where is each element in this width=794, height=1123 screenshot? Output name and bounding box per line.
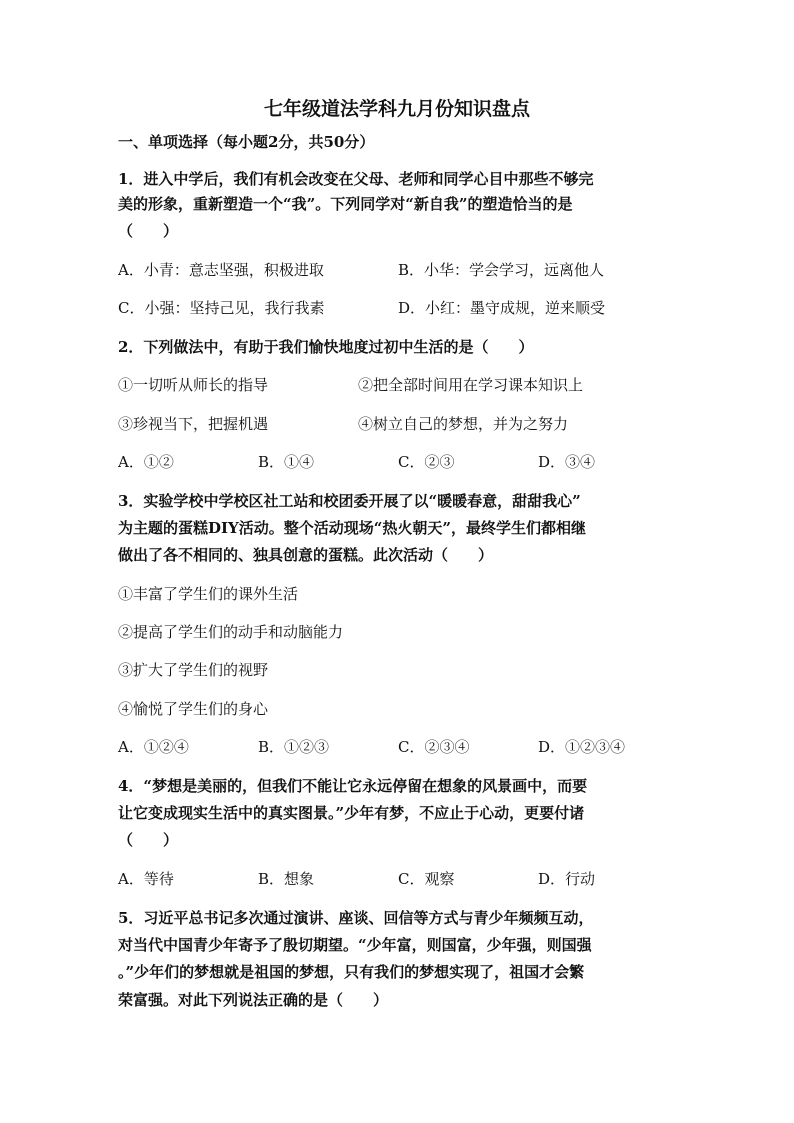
- q2-option-c: C．②③: [398, 453, 455, 471]
- q3-option-a: A．①②④: [118, 738, 189, 756]
- q2-option-b: B．①④: [258, 453, 315, 471]
- q3-item-1: ①丰富了学生们的课外生活: [118, 585, 299, 603]
- q5-stem-line2: 对当代中国青少年寄予了殷切期望。“少年富，则国富，少年强，则国强: [118, 936, 592, 954]
- q3-item-4: ④愉悦了学生们的身心: [118, 700, 269, 718]
- q4-option-a: A．等待: [118, 870, 174, 888]
- q4-stem-line3: （ ）: [118, 831, 179, 849]
- q2-item-1: ①一切听从师长的指导: [118, 376, 269, 394]
- q1-stem-line2: 美的形象，重新塑造一个“我”。下列同学对“新自我”的塑造恰当的是: [118, 195, 573, 213]
- q1-option-c: C．小强：坚持己见，我行我素: [118, 299, 325, 317]
- q3-item-3: ③扩大了学生们的视野: [118, 661, 269, 679]
- q3-option-b: B．①②③: [258, 738, 330, 756]
- q3-option-d: D．①②③④: [538, 738, 626, 756]
- q2-item-3: ③珍视当下，把握机遇: [118, 415, 269, 433]
- q2-item-4: ④树立自己的梦想，并为之努力: [358, 415, 569, 433]
- q1-stem-line1: 1．进入中学后，我们有机会改变在父母、老师和同学心目中那些不够完: [118, 170, 594, 188]
- q4-option-d: D．行动: [538, 870, 596, 888]
- q3-item-2: ②提高了学生们的动手和动脑能力: [118, 623, 344, 641]
- q5-stem-line3: 。”少年们的梦想就是祖国的梦想，只有我们的梦想实现了，祖国才会繁: [118, 963, 585, 981]
- q1-option-a: A．小青：意志坚强，积极进取: [118, 261, 324, 279]
- q4-stem-line2: 让它变成现实生活中的真实图景。”少年有梦，不应止于心动，更要付诸: [118, 804, 585, 822]
- q3-stem-line3: 做出了各不相同的、独具创意的蛋糕。此次活动（ ）: [118, 546, 494, 564]
- page-title: 七年级道法学科九月份知识盘点: [263, 98, 530, 120]
- q4-option-b: B．想象: [258, 870, 315, 888]
- q2-option-a: A．①②: [118, 453, 174, 471]
- q3-stem-line1: 3．实验学校中学校区社工站和校团委开展了以“暖暖春意，甜甜我心”: [118, 492, 581, 510]
- q4-stem-line1: 4．“梦想是美丽的，但我们不能让它永远停留在想象的风景画中，而要: [118, 777, 588, 795]
- q3-stem-line2: 为主题的蛋糕DIY活动。整个活动现场“热火朝天”，最终学生们都相继: [118, 519, 586, 537]
- q1-option-b: B．小华：学会学习，远离他人: [398, 261, 605, 279]
- q1-stem-line3: （ ）: [118, 222, 179, 240]
- q2-option-d: D．③④: [538, 453, 596, 471]
- q4-option-c: C．观察: [398, 870, 455, 888]
- section-heading: 一、单项选择（每小题2分，共50分）: [118, 133, 375, 151]
- q3-option-c: C．②③④: [398, 738, 470, 756]
- q2-item-2: ②把全部时间用在学习课本知识上: [358, 376, 584, 394]
- q1-option-d: D．小红：墨守成规，逆来顺受: [398, 299, 606, 317]
- q2-stem: 2．下列做法中，有助于我们愉快地度过初中生活的是（ ）: [118, 338, 534, 356]
- q5-stem-line1: 5．习近平总书记多次通过演讲、座谈、回信等方式与青少年频频互动，: [118, 909, 594, 927]
- q5-stem-line4: 荣富强。对此下列说法正确的是（ ）: [118, 991, 389, 1009]
